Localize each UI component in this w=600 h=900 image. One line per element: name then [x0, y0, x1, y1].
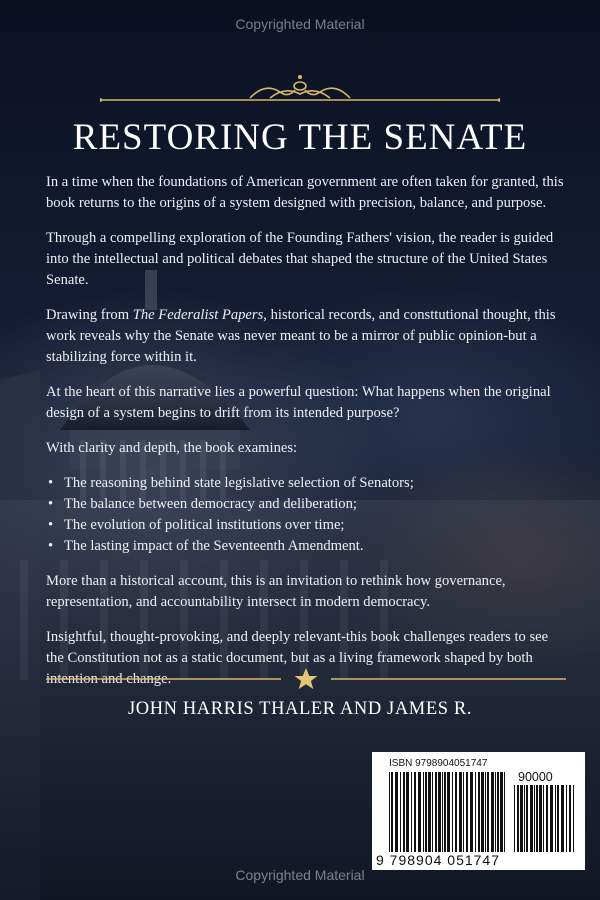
federalist-papers-title: The Federalist Papers	[132, 307, 264, 323]
list-item: • The evolution of political institutions over time;	[46, 515, 566, 536]
star-divider	[46, 666, 566, 692]
paragraph-3-rest: , historical records, and consttutional thought, this work reveals why the Senate was never meant to be a mirror of public opinion-but a stabilizing force within it.	[46, 307, 556, 365]
barcode-bars-addon	[514, 785, 574, 852]
flourish-ornament-icon	[100, 72, 500, 106]
blurb-paragraph-4: At the heart of this narrative lies a powerful question: What happens when the original design of a system begins to drift from its intended purpose?	[46, 384, 551, 421]
list-item: • The lasting impact of the Seventeenth Amendment.	[46, 536, 566, 557]
paragraph-3-lead: Drawing from	[46, 307, 133, 323]
back-cover-blurb	[46, 172, 566, 704]
copyright-watermark-top: Copyrighted Material	[235, 16, 365, 32]
author-names: JOHN HARRIS THALER AND JAMES R.	[127, 699, 473, 719]
price-code: 90000	[518, 770, 553, 784]
isbn-barcode	[372, 752, 585, 870]
copyright-watermark-bottom: Copyrighted Material	[235, 867, 365, 883]
barcode-digits: 9 798904 051747	[376, 852, 500, 868]
blurb-paragraph-1: In a time when the foundations of American government are often taken for granted, this book returns to the origins of a system designed with precision, balance, and purpose.	[46, 174, 564, 211]
star-icon	[295, 668, 318, 689]
blurb-paragraph-5: More than a historical account, this is an invitation to rethink how governance, representation, and accountability intersect in modern democracy.	[46, 573, 506, 610]
topics-list	[46, 473, 566, 557]
isbn-label: ISBN 9798904051747	[389, 758, 488, 769]
list-intro: With clarity and depth, the book examines:	[46, 440, 298, 456]
barcode-bars-main	[389, 772, 507, 852]
list-item: • The balance between democracy and deliberation;	[46, 494, 566, 515]
blurb-paragraph-6: Insightful, thought-provoking, and deeply relevant-this book challenges readers to see the Constitution not as a static document, but as a living framework shaped by both intention and change.	[46, 629, 549, 687]
blurb-paragraph-3	[46, 305, 566, 368]
blurb-paragraph-2: Through a compelling exploration of the Founding Fathers' vision, the reader is guided into the intellectual and political debates that shaped the structure of the United States Senate.	[46, 230, 554, 288]
book-title: RESTORING THE SENATE	[72, 117, 528, 158]
list-item: • The reasoning behind state legislative selection of Senators;	[46, 473, 566, 494]
